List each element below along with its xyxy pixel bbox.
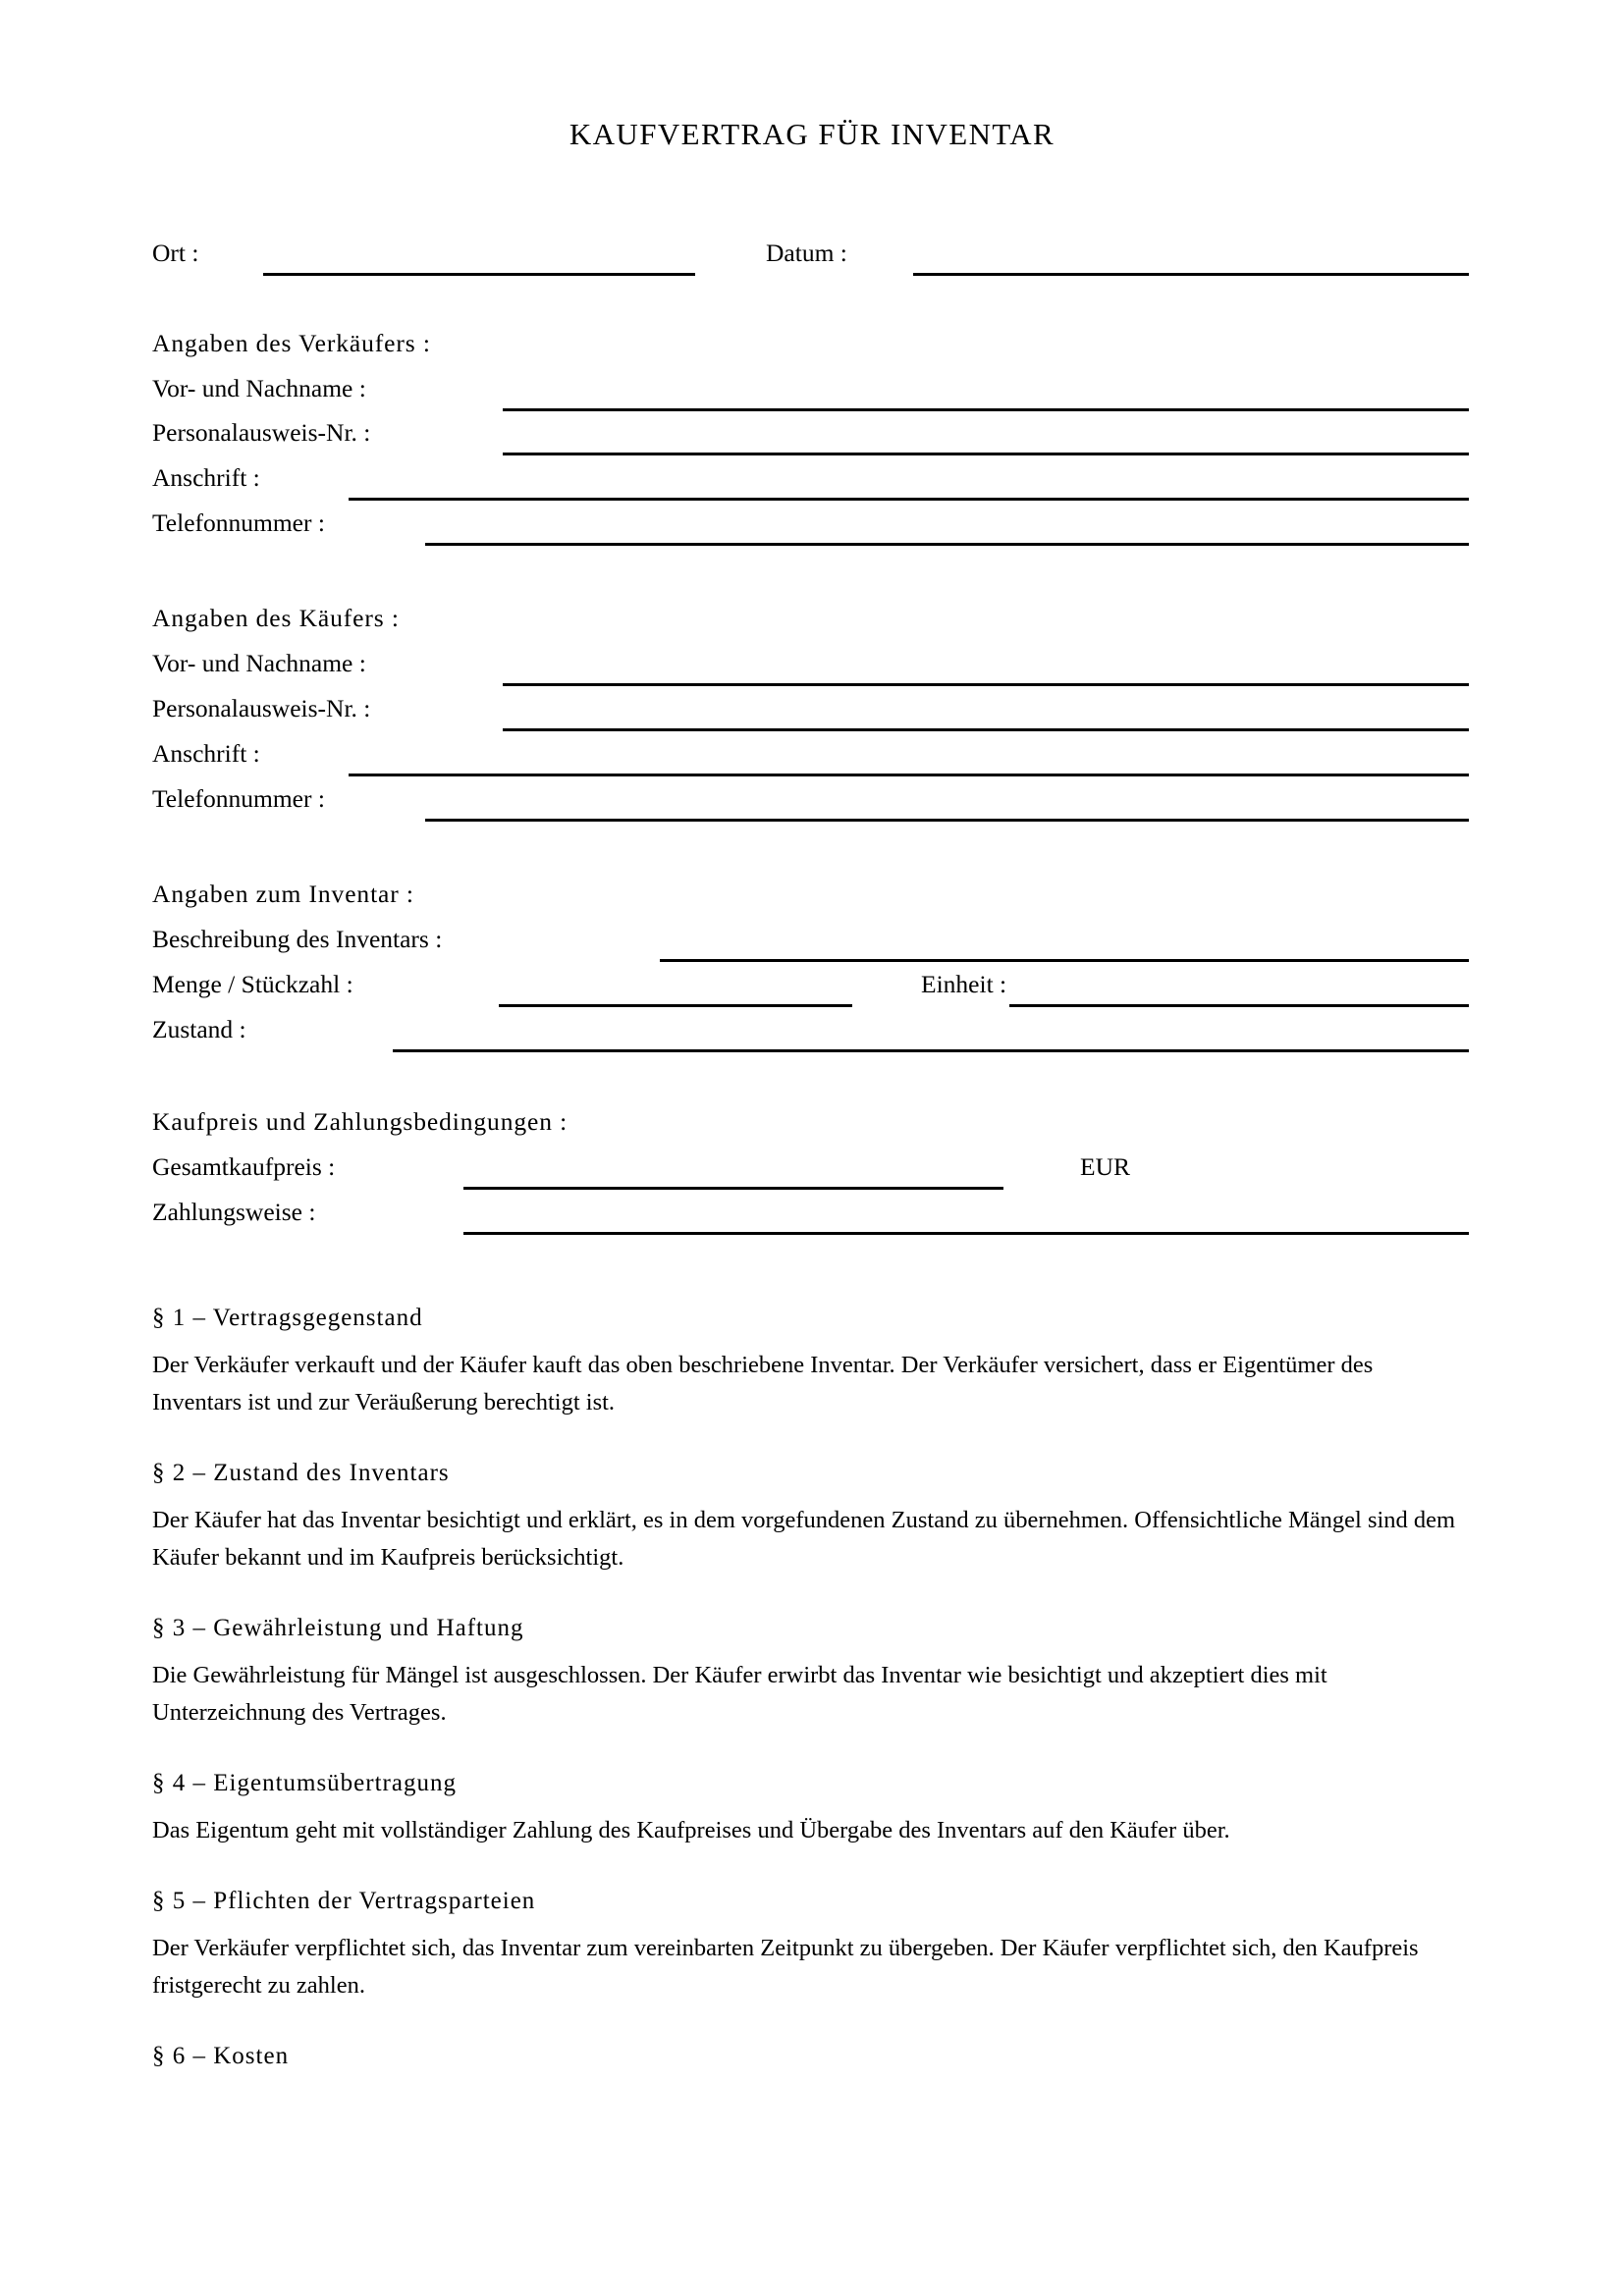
inventory-description-label: Beschreibung des Inventars : xyxy=(152,925,443,953)
clause-4-heading: § 4 – Eigentumsübertragung xyxy=(152,1770,457,1796)
buyer-section-label: Angaben des Käufers : xyxy=(152,604,400,632)
total-price-label: Gesamtkaufpreis : xyxy=(152,1152,336,1181)
payment-method-label: Zahlungsweise : xyxy=(152,1198,316,1226)
clause-6-heading: § 6 – Kosten xyxy=(152,2043,290,2069)
place-input-rule[interactable] xyxy=(263,273,695,276)
seller-address-input-rule[interactable] xyxy=(349,498,1469,501)
clause-1-body: Der Verkäufer verkauft und der Käufer kauft das oben beschriebene Inventar. Der Verkäufer versichert, dass er Eigentümer des Inventars ist und zur Veräußerung berechtigt ist. xyxy=(152,1352,1374,1415)
seller-address-label: Anschrift : xyxy=(152,463,260,492)
inventory-condition-input-rule[interactable] xyxy=(393,1049,1469,1052)
clause-2-body: Der Käufer hat das Inventar besichtigt und erklärt, es in dem vorgefundenen Zustand zu übernehmen. Offensichtliche Mängel sind dem Käufer bekannt und im Kaufpreis berücksichtigt. xyxy=(152,1507,1456,1571)
buyer-name-input-rule[interactable] xyxy=(503,683,1469,686)
currency-label: EUR xyxy=(1080,1152,1130,1181)
seller-name-input-rule[interactable] xyxy=(503,408,1469,411)
inventory-unit-input-rule[interactable] xyxy=(1009,1004,1469,1007)
buyer-id-label: Personalausweis-Nr. : xyxy=(152,694,371,722)
seller-id-input-rule[interactable] xyxy=(503,453,1469,455)
place-label: Ort : xyxy=(152,239,199,267)
clause-5-body: Der Verkäufer verpflichtet sich, das Inventar zum vereinbarten Zeitpunkt zu übergeben. Der Käufer verpflichtet sich, den Kaufpreis fristgerecht zu zahlen. xyxy=(152,1935,1419,1999)
clause-3-body: Die Gewährleistung für Mängel ist ausgeschlossen. Der Käufer erwirbt das Inventar wie besichtigt und akzeptiert dies mit Unterzeichnung des Vertrages. xyxy=(152,1662,1327,1726)
inventory-unit-label: Einheit : xyxy=(921,970,1007,998)
clause-4-body: Das Eigentum geht mit vollständiger Zahlung des Kaufpreises und Übergabe des Inventars auf den Käufer über. xyxy=(152,1817,1230,1843)
clause-5-heading: § 5 – Pflichten der Vertragsparteien xyxy=(152,1888,536,1914)
inventory-quantity-label: Menge / Stückzahl : xyxy=(152,970,353,998)
inventory-condition-label: Zustand : xyxy=(152,1015,246,1043)
buyer-address-label: Anschrift : xyxy=(152,739,260,768)
seller-id-label: Personalausweis-Nr. : xyxy=(152,418,371,447)
buyer-phone-input-rule[interactable] xyxy=(425,819,1469,822)
seller-phone-label: Telefonnummer : xyxy=(152,508,325,537)
date-label: Datum : xyxy=(766,239,847,267)
date-input-rule[interactable] xyxy=(913,273,1469,276)
inventory-quantity-input-rule[interactable] xyxy=(499,1004,852,1007)
price-section-label: Kaufpreis und Zahlungsbedingungen : xyxy=(152,1107,568,1136)
buyer-name-label: Vor- und Nachname : xyxy=(152,649,366,677)
payment-method-input-rule[interactable] xyxy=(463,1232,1469,1235)
buyer-id-input-rule[interactable] xyxy=(503,728,1469,731)
clause-1-heading: § 1 – Vertragsgegenstand xyxy=(152,1305,423,1331)
inventory-description-input-rule[interactable] xyxy=(660,959,1469,962)
clause-2-heading: § 2 – Zustand des Inventars xyxy=(152,1460,450,1486)
clause-3-heading: § 3 – Gewährleistung und Haftung xyxy=(152,1615,524,1641)
seller-section-label: Angaben des Verkäufers : xyxy=(152,329,431,357)
seller-phone-input-rule[interactable] xyxy=(425,543,1469,546)
inventory-section-label: Angaben zum Inventar : xyxy=(152,880,414,908)
total-price-input-rule[interactable] xyxy=(463,1187,1003,1190)
page-title: KAUFVERTRAG FÜR INVENTAR xyxy=(568,117,1056,151)
buyer-phone-label: Telefonnummer : xyxy=(152,784,325,813)
buyer-address-input-rule[interactable] xyxy=(349,774,1469,776)
seller-name-label: Vor- und Nachname : xyxy=(152,374,366,402)
